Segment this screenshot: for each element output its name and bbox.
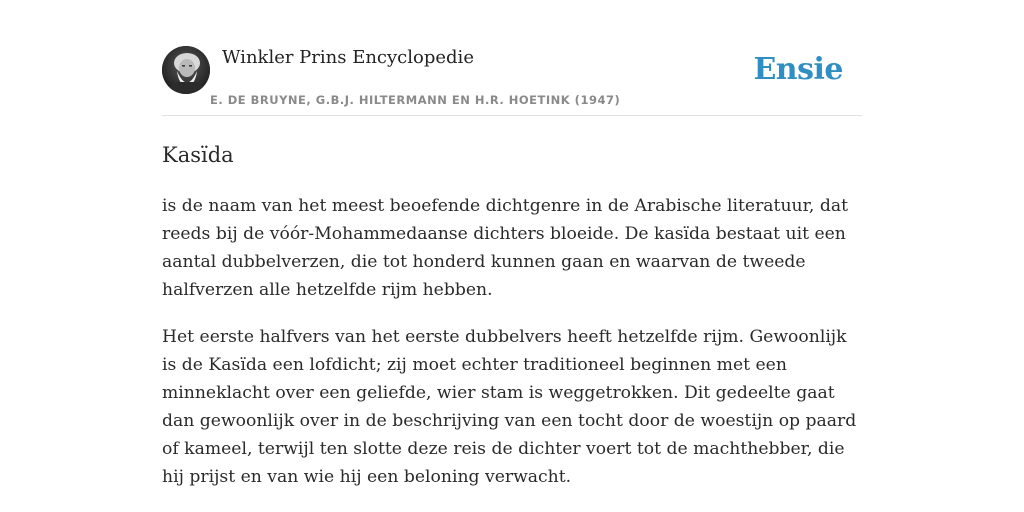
portrait-icon [162, 46, 210, 94]
article-paragraph: is de naam van het meest beoefende dichtgenre in de Arabische literatuur, dat reeds bij de vóór-Mohammedaanse dichters bloeide. De kasïda bestaat uit een aantal dubbelverzen, die tot honderd kunnen gaan en waarvan de tweede halfverzen alle hetzelfde rijm hebben. [162, 196, 848, 300]
source-title[interactable]: Winkler Prins Encyclopedie [222, 47, 474, 68]
ensie-logo-link[interactable]: Ensie [753, 52, 843, 87]
article-paragraph: Het eerste halfvers van het eerste dubbelvers heeft hetzelfde rijm. Gewoonlijk is de Kasïda een lofdicht; zij moet echter traditioneel beginnen met een minneklacht over een geliefde, wier stam is weggetrokken. Dit gedeelte gaat dan gewoonlijk over in de beschrijving van een tocht door de woestijn op paard of kameel, terwijl ten slotte deze reis de dichter voert tot de machthebber, die hij prijst en van wie hij een beloning verwacht. [162, 327, 857, 487]
article-headword: Kasïda [162, 143, 234, 167]
authors-credit: E. DE BRUYNE, G.B.J. HILTERMANN EN H.R. HOETINK (1947) [210, 93, 621, 107]
avatar[interactable] [162, 46, 210, 94]
article-body [162, 192, 862, 510]
source-header [162, 46, 862, 116]
